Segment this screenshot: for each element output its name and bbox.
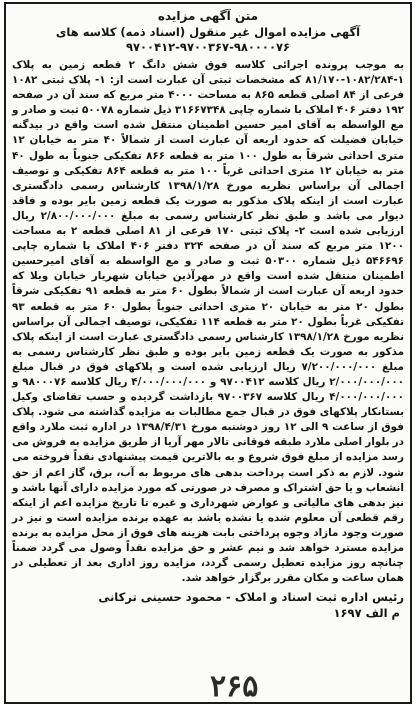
notice-body: به موجب پرونده اجرائی کلاسه فوق شش دانگ ۲ قطعه زمین به پلاک ۱-۱۰۸۲/۲۸۴-۸۱/۱۷۰ که مشخصات ثبتی آن عبارت است از: ۱- پلاک ثبتی ۱۰۸۲ فرعی از ۸۴ اصلی قطعه ۸۶۵ به مساحت ۴۰۰۰ متر مربع که سند آن در صفحه ۱۹۲ دفتر ۴۰۶ املاک با شماره چاپی ۳۱۶۶۷۳۴۸ ذیل شماره ۵۰۰۷۸ ثبت و صادر و مع الواسطه به آقای امیر حسین اطمینان منتقل شده است واقع در بیدگنه خیابان فضیلت که حدود اربعه آن عبارت است از شمالاً ۴۰ متر به خیابان ۱۲ متری احداثی شرقاً به طول ۱۰۰ متر به قطعه ۸۶۶ تفکیکی جنوباً به طول ۴۰ متر به خیابان ۱۲ متری احداثی غرباً ۱۰۰ متر به قطعه ۸۶۴ تفکیکی و توصیف اجمالی آن براساس نظریه مورخ ۱۳۹۸/۱/۲۸ کارشناس رسمی دادگستری عبارت است از اینکه پلاک مذکور به صورت یک قطعه زمین بایر بوده و فاقد دیوار می باشد و طبق نظر کارشناس رسمی به مبلغ ۲/۸۰۰/۰۰۰/۰۰۰ ریال ارزیابی شده است ۲- پلاک ثبتی ۱۷۰ فرعی از ۸۱ اصلی قطعه ۲ به مساحت ۱۲۰۰ متر مربع که سند آن در صفحه ۳۲۴ دفتر ۴۰۶ املاک با شماره چاپی ۵۴۶۶۹۶ ذیل شماره ۵۰۳۰۰ ثبت و صادر و مع الواسطه به آقای امیرحسین اطمینان منتقل شده است واقع در مهرآذین خیابان شهریار خیابان ویلا که حدود اربعه آن عبارت است از شمالاً بطول ۶۰ متر به قطعه ۹۱ تفکیکی شرقاً بطول ۲۰ متر به خیابان ۲۰ متری احداثی جنوباً بطول ۶۰ متر به قطعه ۹۳ تفکیکی غرباً بطول ۲۰ متر به قطعه ۱۱۴ تفکیکی، توصیف اجمالی آن براساس نظریه مورخ ۱۳۹۸/۱/۲۸ کارشناس رسمی دادگستری عبارت است از اینکه پلاک مذکور به صورت یک قطعه زمین بایر بوده و طبق نظر کارشناس رسمی به مبلغ ۷/۲۰۰/۰۰۰/۰۰۰ ریال ارزیابی شده است و پلاکهای فوق در قبال مبلغ ۲/۰۰۰/۰۰۰/۰۰۰ ریال کلاسه ۹۷۰۰۴۱۲ و ۴/۰۰۰/۰۰۰/۰۰۰ ریال کلاسه ۹۸۰۰۰۷۶ و ۴/۰۰۰/۰۰۰/۰۰۰ ریال کلاسه ۹۷۰۰۳۶۷ بازداشت گردیده و حسب تقاضای وکیل بستانکار پلاکهای فوق در قبال جمع مطالبات به مزایده گذاشته می شود. پلاک فوق از ساعت ۹ الی ۱۲ روز دوشنبه مورخ ۱۳۹۸/۴/۳۱ در اداره ثبت ملارد واقع در بلوار اصلی ملارد طبقه فوقانی تالار مهر آریا از طریق مزایده به فروش می رسد مزایده از مبلغ فوق شروع و به بالاترین قیمت پیشنهادی نقداً فروخته می شود. لازم به ذکر است پرداخت بدهی های مربوط به آب، برق، گاز اعم از حق انشعاب و یا حق اشتراک و مصرف در صورتی که مورد مزایده دارای آنها باشد و نیز بدهی های مالیاتی و عوارض شهرداری و غیره تا تاریخ مزایده اعم از اینکه رقم قطعی آن معلوم شده یا نشده باشد به عهده برنده مزایده است و نیز در صورت وجود مازاد وجوه پرداختی بابت هزینه های فوق از محل مزایده به برنده مزایده مسترد خواهد شد و نیم عشر و حق مزایده نقداً وصول می گردد ضمناً چنانچه روز مزایده تعطیل رسمی گردد، مزایده روز اداری بعد از تعطیلی در همان ساعت و مکان مقرر برگزار خواهد شد. [12,59,405,585]
signature-line: رئیس اداره ثبت اسناد و املاک - محمود حسینی ترکانی [98,590,404,605]
handwritten-stamp-mark: ۲۶۵ [210,669,259,704]
notice-title: متن آگهی مزایده [157,9,259,23]
reference-code: م الف ۱۶۹۷ [333,606,400,621]
auction-notice [4,2,412,704]
notice-subtitle: آگهی مزایده اموال غیر منقول (اسناد ذمه) کلاسه های ۹۸۰۰۰۰۷۶-۹۷۰۰۳۶۷-۹۷۰۰۴۱۲ [55,25,361,54]
